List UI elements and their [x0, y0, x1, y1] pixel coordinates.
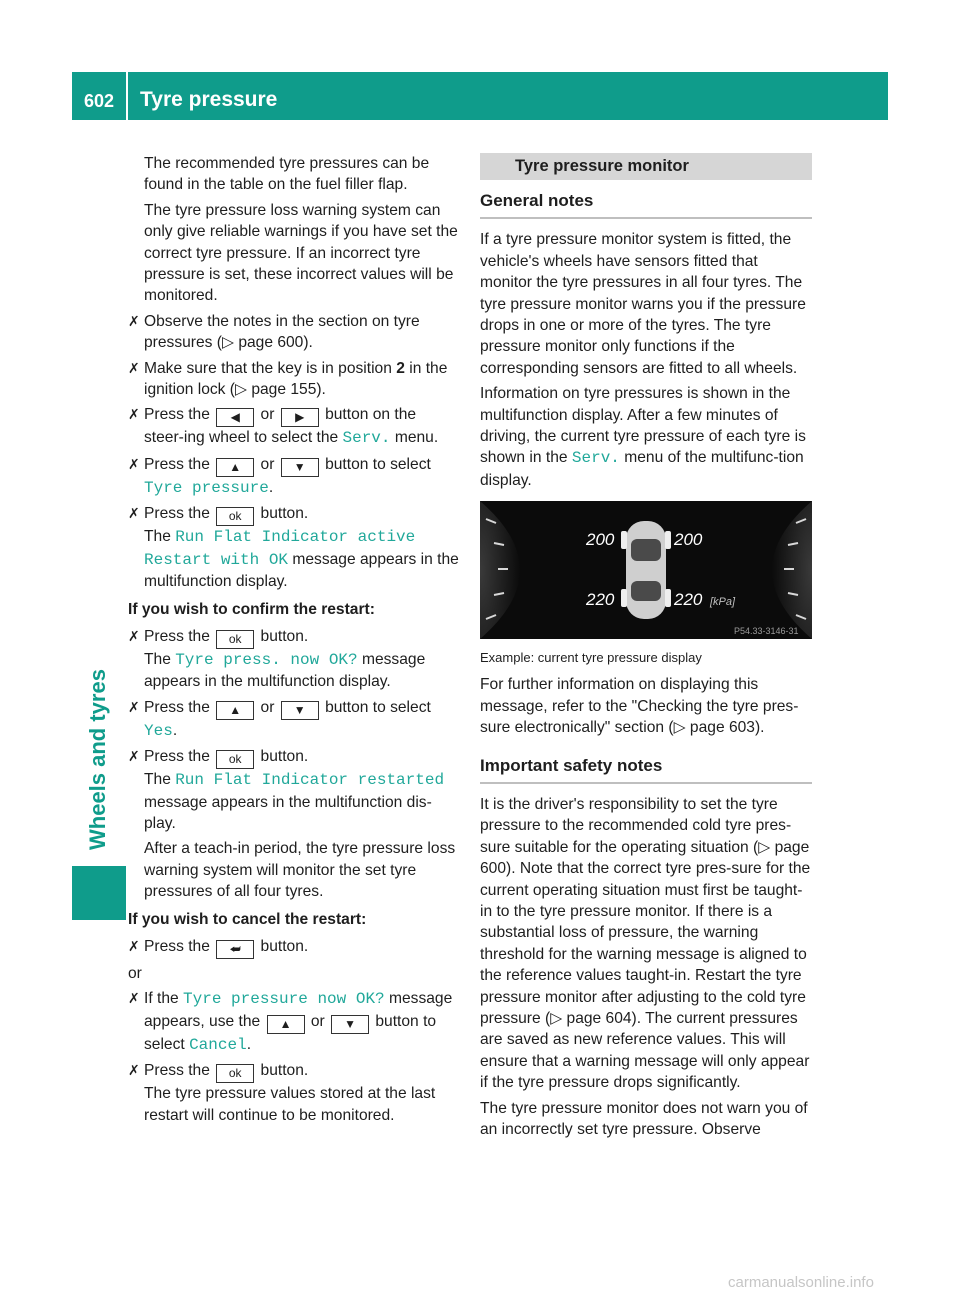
step-arrow-icon: ✗	[128, 937, 140, 954]
ok-key-icon: ok	[216, 750, 254, 769]
front-right-pressure: 200	[674, 530, 703, 550]
rear-left-pressure: 220	[586, 590, 615, 610]
tyre-pressure-display-image	[480, 501, 812, 639]
step-text: Press the	[144, 748, 215, 766]
ok-key-icon: ok	[216, 1064, 254, 1083]
step-item	[128, 454, 460, 499]
up-arrow-key-icon: ▲	[267, 1015, 305, 1034]
step-text: button.	[256, 937, 309, 955]
step-arrow-icon: ✗	[128, 505, 140, 522]
section-heading: General notes	[480, 190, 812, 219]
paragraph: After a teach-in period, the tyre pressure loss warning system will monitor the set tyre pressures of all four tyres.	[144, 840, 456, 901]
car-top-view-icon	[621, 521, 671, 619]
step-text: message appears in the multifunction display.	[144, 550, 459, 591]
step-text: button.	[256, 1062, 309, 1080]
step-item	[128, 1060, 460, 1126]
step-arrow-icon: ✗	[128, 990, 140, 1007]
step-text: If the	[144, 990, 184, 1008]
step-item	[128, 404, 460, 449]
front-left-pressure: 200	[586, 530, 615, 550]
instrument-cluster-graphic	[480, 501, 812, 639]
image-caption: Example: current tyre pressure display	[480, 650, 702, 666]
step-item	[128, 936, 460, 959]
step-text: menu.	[390, 429, 439, 447]
step-text: .	[172, 721, 178, 739]
step-text: Press the	[144, 627, 215, 645]
chapter-side-block	[72, 866, 126, 920]
up-arrow-key-icon: ▲	[216, 458, 254, 477]
step-text: or	[256, 455, 279, 473]
paragraph: It is the driver's responsibility to set the tyre pressure to the recommended cold tyre pres-sure suitable for the operating situation (▷ page 600). Note that the correct tyre pres-sure for the current operating situation must first be taught-in to the tyre pressure monitor. If there is a substantial loss of pressure, the warning threshold for the warning message is aligned to the reference values taught-in. Restart the tyre pressure monitor after adjusting to the cold tyre pressure (▷ page 604). The current pressures are saved as new reference values. This will ensure that a warning message will only appear if the tyre pressure drops significantly.	[480, 795, 811, 1092]
back-key-icon: ⮨	[216, 940, 254, 959]
step-text: button to select	[144, 1012, 437, 1053]
step-arrow-icon: ✗	[128, 406, 140, 423]
page-title: Tyre pressure	[140, 88, 278, 111]
or-separator: or	[128, 964, 142, 982]
step-arrow-icon: ✗	[128, 627, 140, 644]
step-text: The tyre pressure values stored at the last restart will continue to be monitored.	[144, 1085, 436, 1124]
step-item	[128, 358, 460, 401]
step-item	[128, 311, 460, 354]
step-text: .	[246, 1035, 252, 1053]
step-text: The	[144, 528, 176, 546]
step-arrow-icon: ✗	[128, 1062, 140, 1079]
down-arrow-key-icon: ▼	[281, 458, 319, 477]
step-text: Press the	[144, 406, 215, 424]
step-item	[128, 988, 460, 1056]
key-position: 2	[396, 359, 405, 377]
paragraph: The recommended tyre pressures can be found in the table on the fuel filler flap.	[144, 155, 430, 194]
chapter-side-label	[86, 610, 110, 850]
paragraph: The tyre pressure monitor does not warn you of an incorrectly set tyre pressure. Observe	[480, 1099, 808, 1138]
display-text: Serv.	[571, 449, 620, 468]
step-text: button.	[256, 505, 309, 523]
step-text: message appears in the multifunction display.	[144, 650, 426, 691]
step-text: or	[256, 698, 279, 716]
pressure-unit: [kPa]	[710, 596, 736, 609]
step-item	[128, 503, 460, 592]
chapter-side-label-text: Wheels and tyres	[85, 669, 110, 850]
down-arrow-key-icon: ▼	[331, 1015, 369, 1034]
step-arrow-icon: ✗	[128, 748, 140, 765]
display-text: Yes	[144, 721, 173, 740]
display-text: Tyre press. now OK?	[175, 650, 358, 669]
step-arrow-icon: ✗	[128, 455, 140, 472]
paragraph-text: Information on tyre pressures is shown in the multifunction display. After a few minutes of driving, the current tyre pressure of each tyre is shown in the	[480, 385, 806, 467]
step-text: Press the	[144, 698, 215, 716]
step-item	[128, 746, 460, 902]
right-column	[480, 153, 812, 1144]
paragraph-text: menu of the multifunc-tion display.	[480, 449, 804, 489]
step-text: in the ignition lock (▷ page 155).	[144, 359, 448, 399]
paragraph: If a tyre pressure monitor system is fitted, the vehicle's wheels have sensors fitted that monitor the tyre pressures in all four tyres. The tyre pressure monitor warns you if the pressure drops in one or more of the tyres. The tyre pressure monitor only functions if the corresponding sensors are fitted to all wheels.	[480, 231, 806, 377]
step-text: or	[306, 1012, 330, 1030]
display-text: Run Flat Indicator restarted	[175, 771, 445, 790]
rear-right-pressure: 220	[674, 590, 703, 610]
step-text: button.	[256, 748, 309, 766]
ok-key-icon: ok	[216, 507, 254, 526]
step-item	[128, 697, 460, 742]
header-divider	[126, 72, 128, 120]
display-text: Tyre pressure	[144, 478, 269, 497]
step-item	[128, 626, 460, 693]
step-text: The	[144, 771, 176, 789]
section-heading: Important safety notes	[480, 755, 812, 784]
ok-key-icon: ok	[216, 630, 254, 649]
step-arrow-icon: ✗	[128, 312, 140, 329]
left-column	[128, 153, 460, 1130]
display-text: Serv.	[342, 429, 391, 448]
step-text: message appears, use the	[144, 990, 453, 1030]
step-text: .	[268, 478, 274, 496]
step-arrow-icon: ✗	[128, 698, 140, 715]
step-text: button to select	[320, 455, 431, 473]
image-code: P54.33-3146-31	[734, 626, 799, 637]
step-text: The	[144, 650, 176, 668]
left-arrow-key-icon: ◀	[216, 408, 254, 427]
up-arrow-key-icon: ▲	[216, 701, 254, 720]
down-arrow-key-icon: ▼	[281, 701, 319, 720]
display-text: Cancel	[189, 1035, 247, 1054]
right-arrow-key-icon: ▶	[281, 408, 319, 427]
step-text: Press the	[144, 505, 215, 523]
page-number: 602	[84, 91, 115, 111]
paragraph	[480, 383, 812, 491]
step-text: Make sure that the key is in position	[144, 359, 397, 377]
step-text: Observe the notes in the section on tyre pressures (▷ page 600).	[144, 312, 420, 352]
step-text: or	[256, 406, 279, 424]
sub-heading: If you wish to confirm the restart:	[128, 600, 375, 618]
paragraph: For further information on displaying this message, refer to the "Checking the tyre pres-sure electronically" section (▷ page 603).	[480, 676, 799, 737]
step-text: Press the	[144, 455, 215, 473]
paragraph: The tyre pressure loss warning system can only give reliable warnings if you have set the correct tyre pressure. If an incorrect tyre pressure is set, these incorrect values will be monitored.	[144, 201, 458, 305]
step-arrow-icon: ✗	[128, 359, 140, 376]
step-text: Press the	[144, 937, 215, 955]
display-text: Tyre pressure now OK?	[183, 990, 385, 1009]
display-text: Run Flat Indicator active	[175, 528, 416, 547]
step-text: button to select	[320, 698, 431, 716]
step-text: button.	[256, 627, 309, 645]
section-band: Tyre pressure monitor	[480, 153, 812, 180]
watermark: carmanualsonline.info	[728, 1274, 874, 1291]
step-text: message appears in the multifunction dis-play.	[144, 793, 432, 832]
step-text: button on the steer-ing wheel to select the	[144, 406, 417, 447]
display-text: Restart with OK	[144, 550, 289, 569]
sub-heading: If you wish to cancel the restart:	[128, 910, 367, 928]
step-text: Press the	[144, 1062, 215, 1080]
